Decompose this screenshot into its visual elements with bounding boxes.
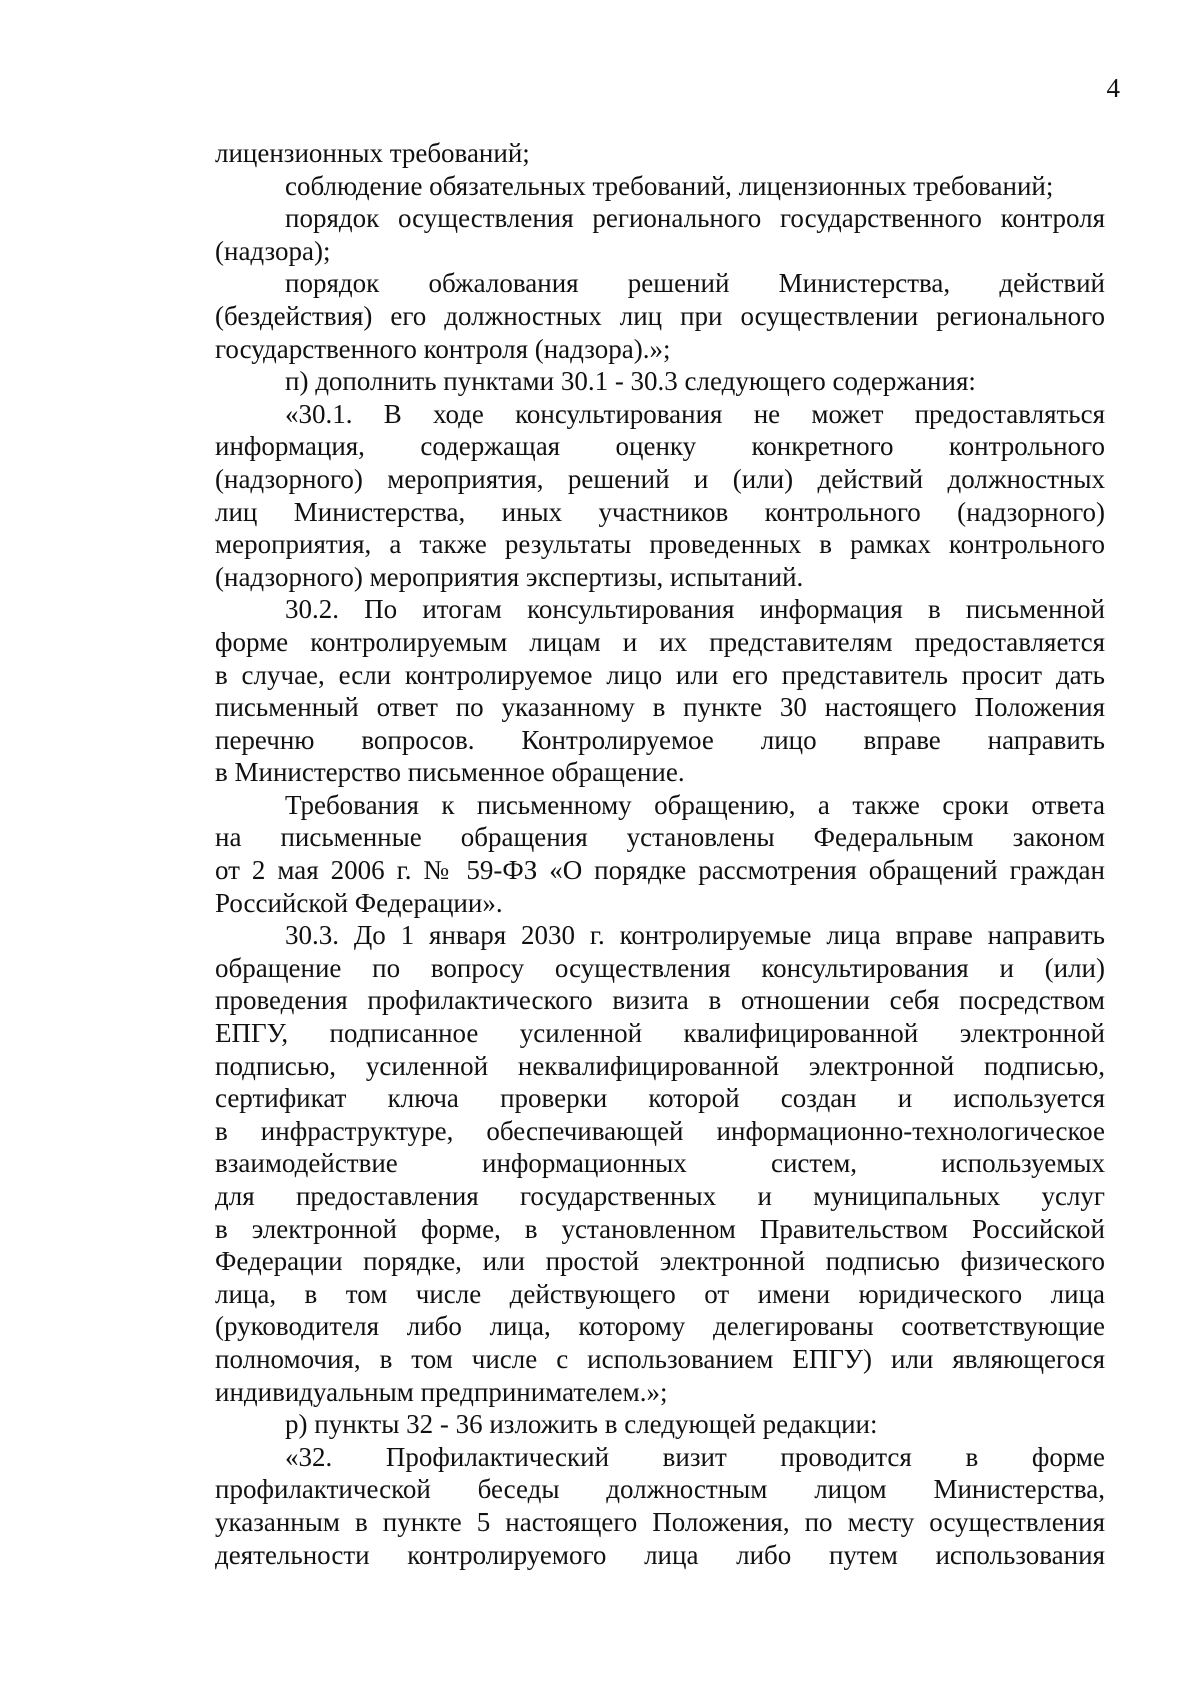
text-line: информация, содержащая оценку конкретного контрольного	[215, 431, 1105, 462]
document-body	[215, 137, 1105, 1571]
text-line: (руководителя либо лица, которому делегированы соответствующие	[215, 1311, 1105, 1342]
text-line: на письменные обращения установлены Федеральным законом	[215, 822, 1105, 853]
text-line: порядок осуществления регионального государственного контроля	[285, 203, 1105, 234]
text-line: письменный ответ по указанному в пункте 30 настоящего Положения	[215, 692, 1105, 723]
text-line: р) пункты 32 - 36 изложить в следующей редакции:	[285, 1409, 878, 1440]
text-line: от 2 мая 2006 г. № 59-ФЗ «О порядке рассмотрения обращений граждан	[215, 855, 1105, 886]
text-line: (надзора);	[215, 235, 331, 266]
text-line: в случае, если контролируемое лицо или его представитель просит дать	[215, 659, 1105, 690]
text-line: индивидуальным предпринимателем.»;	[215, 1376, 668, 1407]
text-line: государственного контроля (надзора).»;	[215, 333, 671, 364]
text-line: указанным в пункте 5 настоящего Положения, по месту осуществления	[215, 1506, 1105, 1537]
text-line: «32. Профилактический визит проводится в форме	[285, 1441, 1105, 1472]
text-line: порядок обжалования решений Министерства, действий	[285, 268, 1105, 299]
text-line: проведения профилактического визита в отношении себя посредством	[215, 985, 1105, 1016]
text-line: полномочия, в том числе с использованием ЕПГУ) или являющегося	[215, 1343, 1105, 1374]
text-line: 30.3. До 1 января 2030 г. контролируемые лица вправе направить	[285, 920, 1105, 951]
text-line: в электронной форме, в установленном Правительством Российской	[215, 1213, 1105, 1244]
text-line: форме контролируемым лицам и их представителям предоставляется	[215, 626, 1105, 657]
text-line: в инфраструктуре, обеспечивающей информационно-технологическое	[215, 1115, 1105, 1146]
text-line: ЕПГУ, подписанное усиленной квалифицированной электронной	[215, 1018, 1105, 1049]
text-line: (надзорного) мероприятия экспертизы, испытаний.	[215, 561, 804, 592]
text-line: Требования к письменному обращению, а также сроки ответа	[285, 789, 1105, 820]
page-number: 4	[1106, 73, 1120, 103]
text-line: в Министерство письменное обращение.	[215, 757, 685, 788]
text-line: 30.2. По итогам консультирования информация в письменной	[285, 594, 1105, 625]
text-line: перечню вопросов. Контролируемое лицо вправе направить	[215, 724, 1105, 755]
text-line: профилактической беседы должностным лицом Министерства,	[215, 1474, 1105, 1505]
text-line: обращение по вопросу осуществления консультирования и (или)	[215, 952, 1105, 983]
text-line: п) дополнить пунктами 30.1 - 30.3 следующего содержания:	[285, 366, 976, 397]
text-line: для предоставления государственных и муниципальных услуг	[215, 1181, 1105, 1211]
text-line: (надзорного) мероприятия, решений и (или) действий должностных	[215, 463, 1105, 494]
text-line: соблюдение обязательных требований, лицензионных требований;	[285, 170, 1054, 201]
text-line: взаимодействие информационных систем, используемых	[215, 1148, 1105, 1179]
text-line: (бездействия) его должностных лиц при осуществлении регионального	[215, 300, 1105, 331]
text-line: подписью, усиленной неквалифицированной электронной подписью,	[215, 1050, 1105, 1081]
text-line: Российской Федерации».	[215, 887, 503, 918]
text-line: лиц Министерства, иных участников контрольного (надзорного)	[215, 496, 1105, 527]
text-line: сертификат ключа проверки которой создан и используется	[215, 1083, 1105, 1114]
text-line: деятельности контролируемого лица либо путем использования	[215, 1539, 1105, 1570]
text-line: лица, в том числе действующего от имени юридического лица	[215, 1278, 1105, 1309]
text-line: Федерации порядке, или простой электронной подписью физического	[215, 1246, 1105, 1277]
text-line: «30.1. В ходе консультирования не может предоставляться	[285, 398, 1105, 429]
text-line: мероприятия, а также результаты проведенных в рамках контрольного	[215, 529, 1105, 560]
text-line: лицензионных требований;	[215, 138, 530, 168]
